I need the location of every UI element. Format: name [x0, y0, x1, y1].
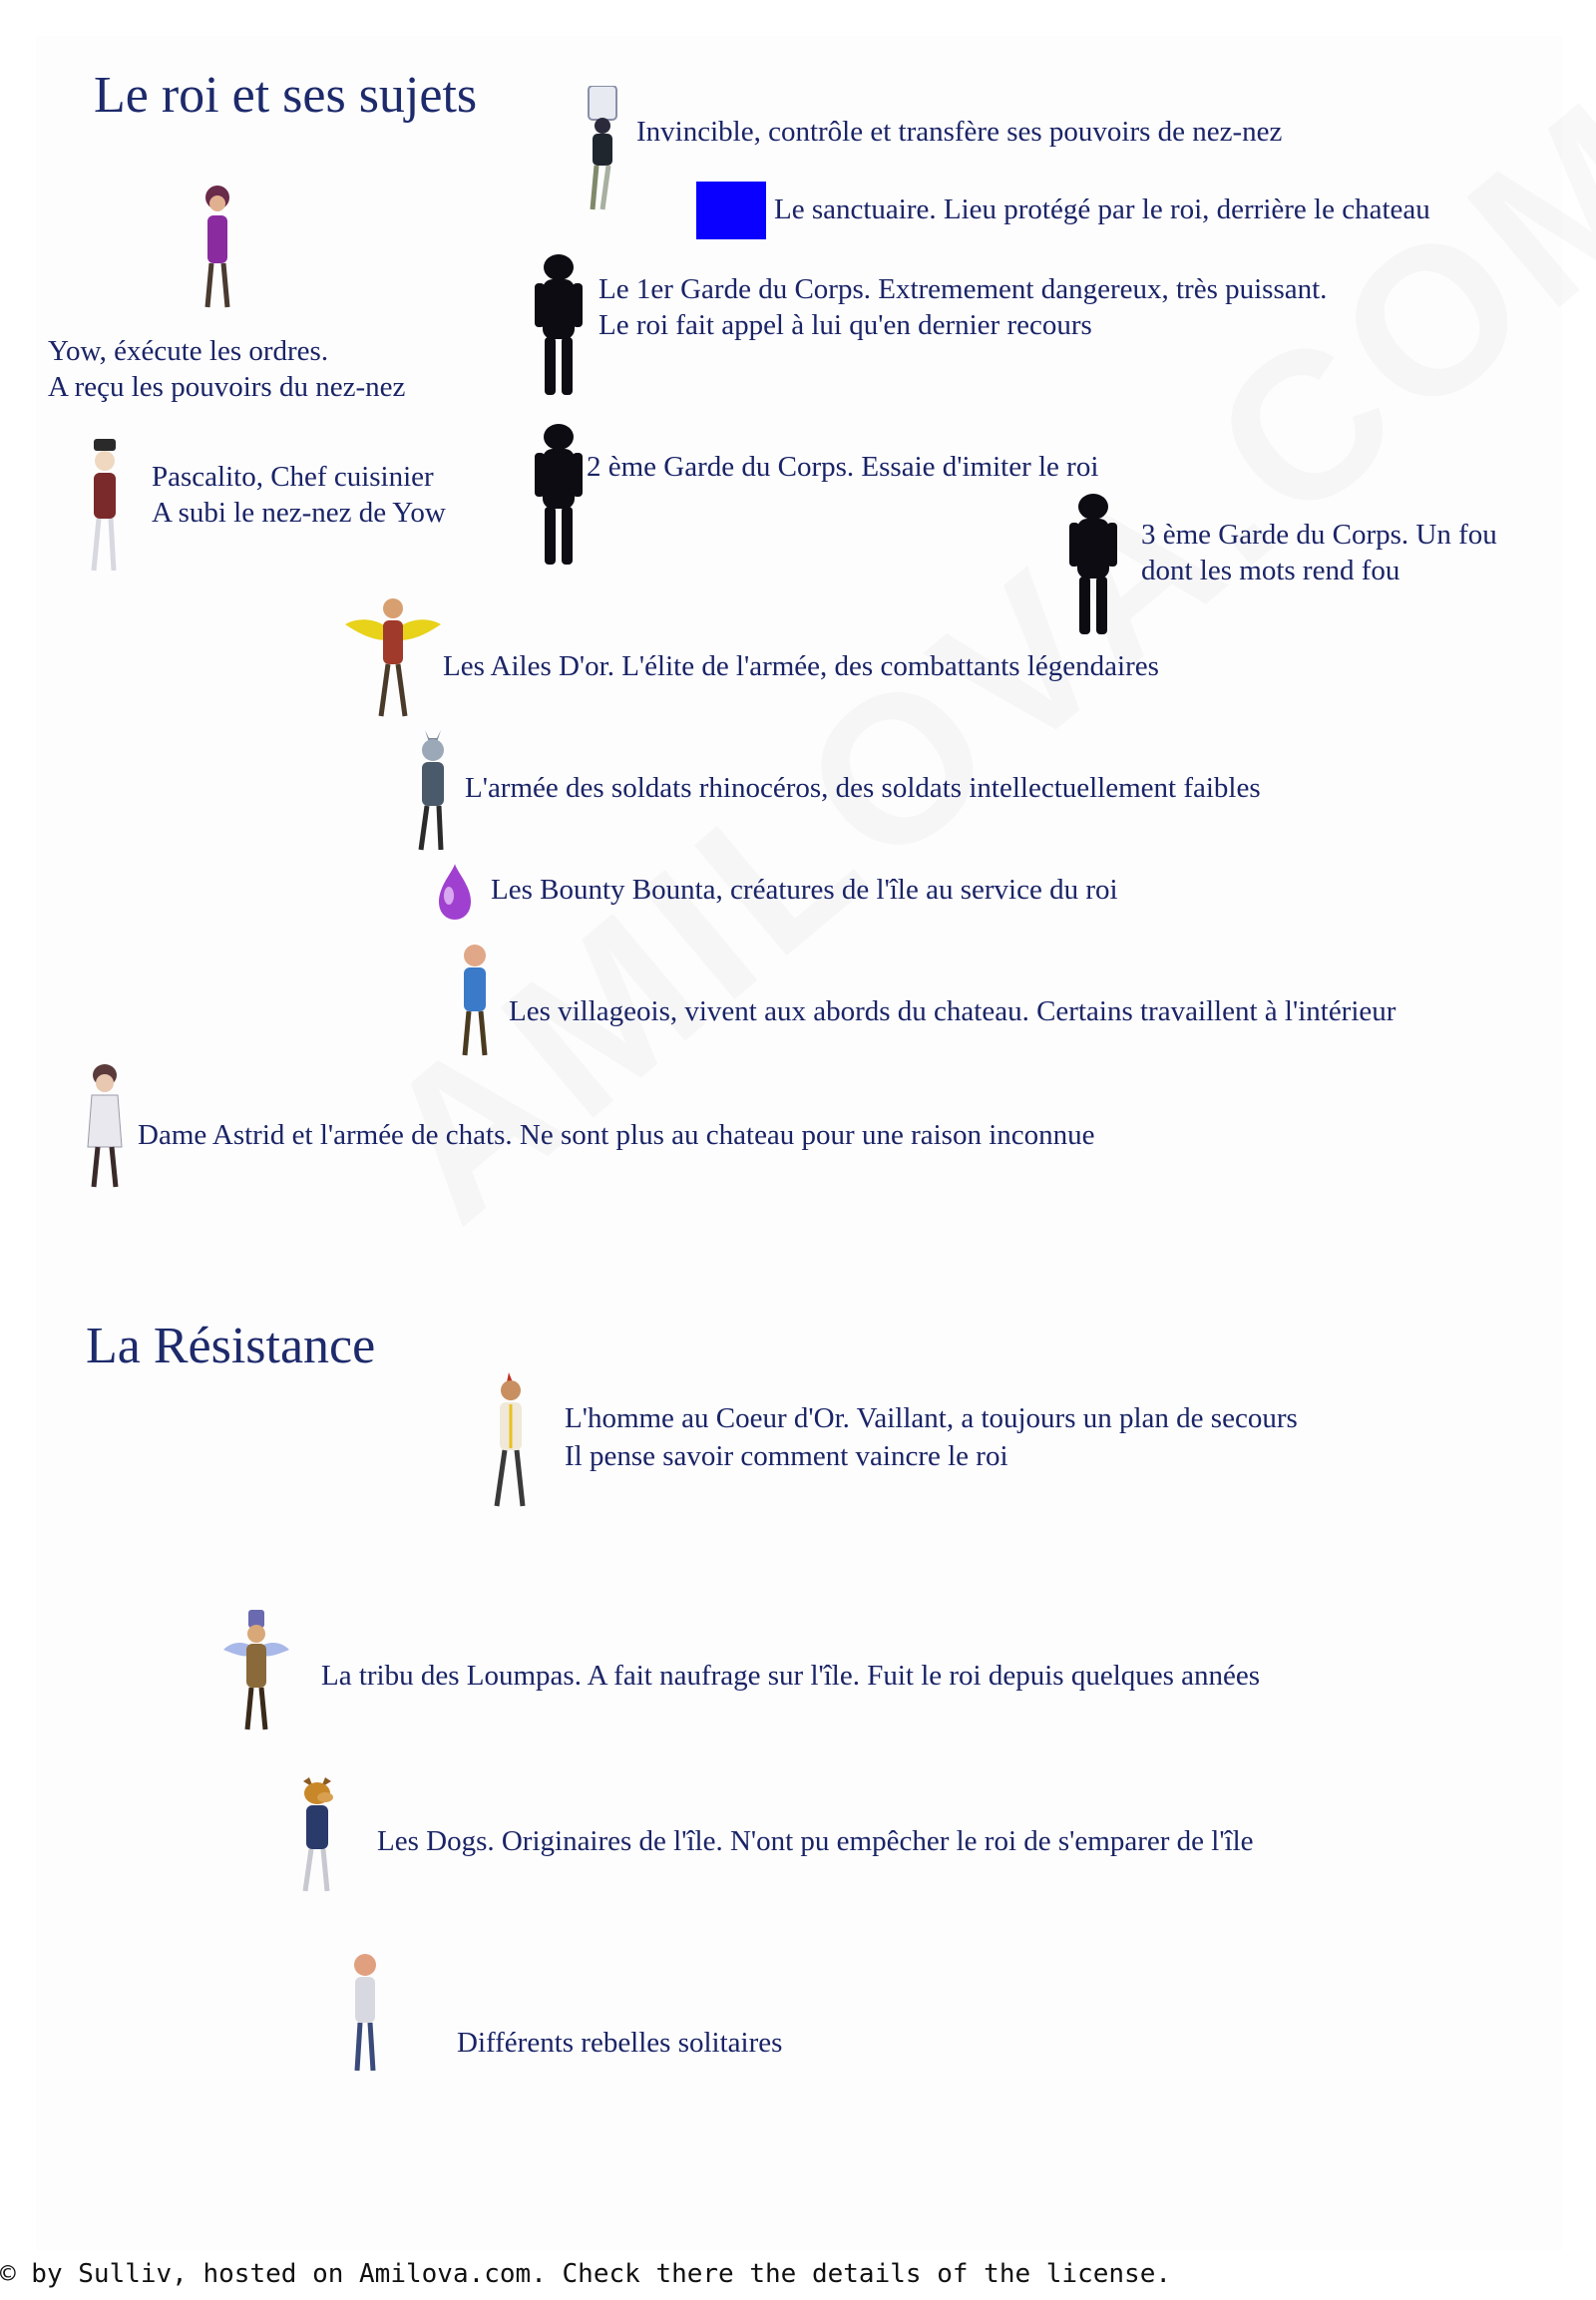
yow-figure-icon: [196, 186, 239, 317]
guard1-caption-line2: Le roi fait appel à lui qu'en dernier recours: [598, 309, 1092, 341]
golden-heart-caption-line1: L'homme au Coeur d'Or. Vaillant, a toujours un plan de secours: [565, 1402, 1298, 1434]
guard1-silhouette-icon: [529, 253, 589, 403]
sanctuary-caption: Le sanctuaire. Lieu protégé par le roi, derrière le chateau: [774, 193, 1430, 225]
guard3-caption-line2: dont les mots rend fou: [1141, 555, 1400, 586]
dogs-caption: Les Dogs. Originaires de l'île. N'ont pu empêcher le roi de s'emparer de l'île: [377, 1825, 1254, 1857]
section-title-king: Le roi et ses sujets: [94, 67, 478, 124]
character-sheet-page: [36, 36, 1562, 2250]
rhino-soldier-figure-icon: [411, 728, 455, 858]
guard3-caption-line1: 3 ème Garde du Corps. Un fou: [1141, 519, 1497, 551]
footer-credit: © by Sulliv, hosted on Amilova.com. Check there the details of the license.: [0, 2259, 1171, 2289]
king-figure-icon: [583, 86, 622, 217]
astrid-figure-icon: [82, 1063, 128, 1195]
bounty-bounta-creature-icon: [435, 862, 475, 922]
astrid-caption: Dame Astrid et l'armée de chats. Ne sont plus au chateau pour une raison inconnue: [138, 1119, 1095, 1151]
king-caption: Invincible, contrôle et transfère ses pouvoirs de nez-nez: [636, 116, 1283, 148]
guard2-caption: 2 ème Garde du Corps. Essaie d'imiter le roi: [587, 451, 1099, 483]
golden-heart-man-figure-icon: [487, 1372, 535, 1514]
guard1-caption-line1: Le 1er Garde du Corps. Extremement dangereux, très puissant.: [598, 273, 1328, 305]
pascalito-figure-icon: [82, 439, 128, 578]
loumpas-caption: La tribu des Loumpas. A fait naufrage sur l'île. Fuit le roi depuis quelques années: [321, 1660, 1261, 1692]
villager-figure-icon: [453, 942, 497, 1063]
section-title-resistance: La Résistance: [86, 1318, 376, 1374]
loumpas-figure-icon: [221, 1610, 291, 1735]
pascalito-caption-line1: Pascalito, Chef cuisinier: [152, 461, 434, 493]
rebel-figure-icon: [345, 1951, 385, 2079]
golden-wings-caption: Les Ailes D'or. L'élite de l'armée, des combattants légendaires: [443, 650, 1159, 682]
dog-figure-icon: [291, 1775, 343, 1899]
villagers-caption: Les villageois, vivent aux abords du chateau. Certains travaillent à l'intérieur: [509, 995, 1396, 1027]
bounty-bounta-caption: Les Bounty Bounta, créatures de l'île au service du roi: [491, 874, 1118, 906]
golden-heart-caption-line2: Il pense savoir comment vaincre le roi: [565, 1440, 1008, 1472]
guard3-silhouette-icon: [1063, 493, 1123, 642]
pascalito-caption-line2: A subi le nez-nez de Yow: [152, 497, 446, 529]
rhino-army-caption: L'armée des soldats rhinocéros, des soldats intellectuellement faibles: [465, 772, 1261, 804]
yow-caption-line1: Yow, éxécute les ordres.: [48, 335, 329, 367]
guard2-silhouette-icon: [529, 423, 589, 573]
rebels-caption: Différents rebelles solitaires: [457, 2027, 783, 2059]
yow-caption-line2: A reçu les pouvoirs du nez-nez: [48, 371, 406, 403]
sanctuary-swatch: [696, 182, 766, 239]
golden-wings-figure-icon: [343, 594, 443, 724]
